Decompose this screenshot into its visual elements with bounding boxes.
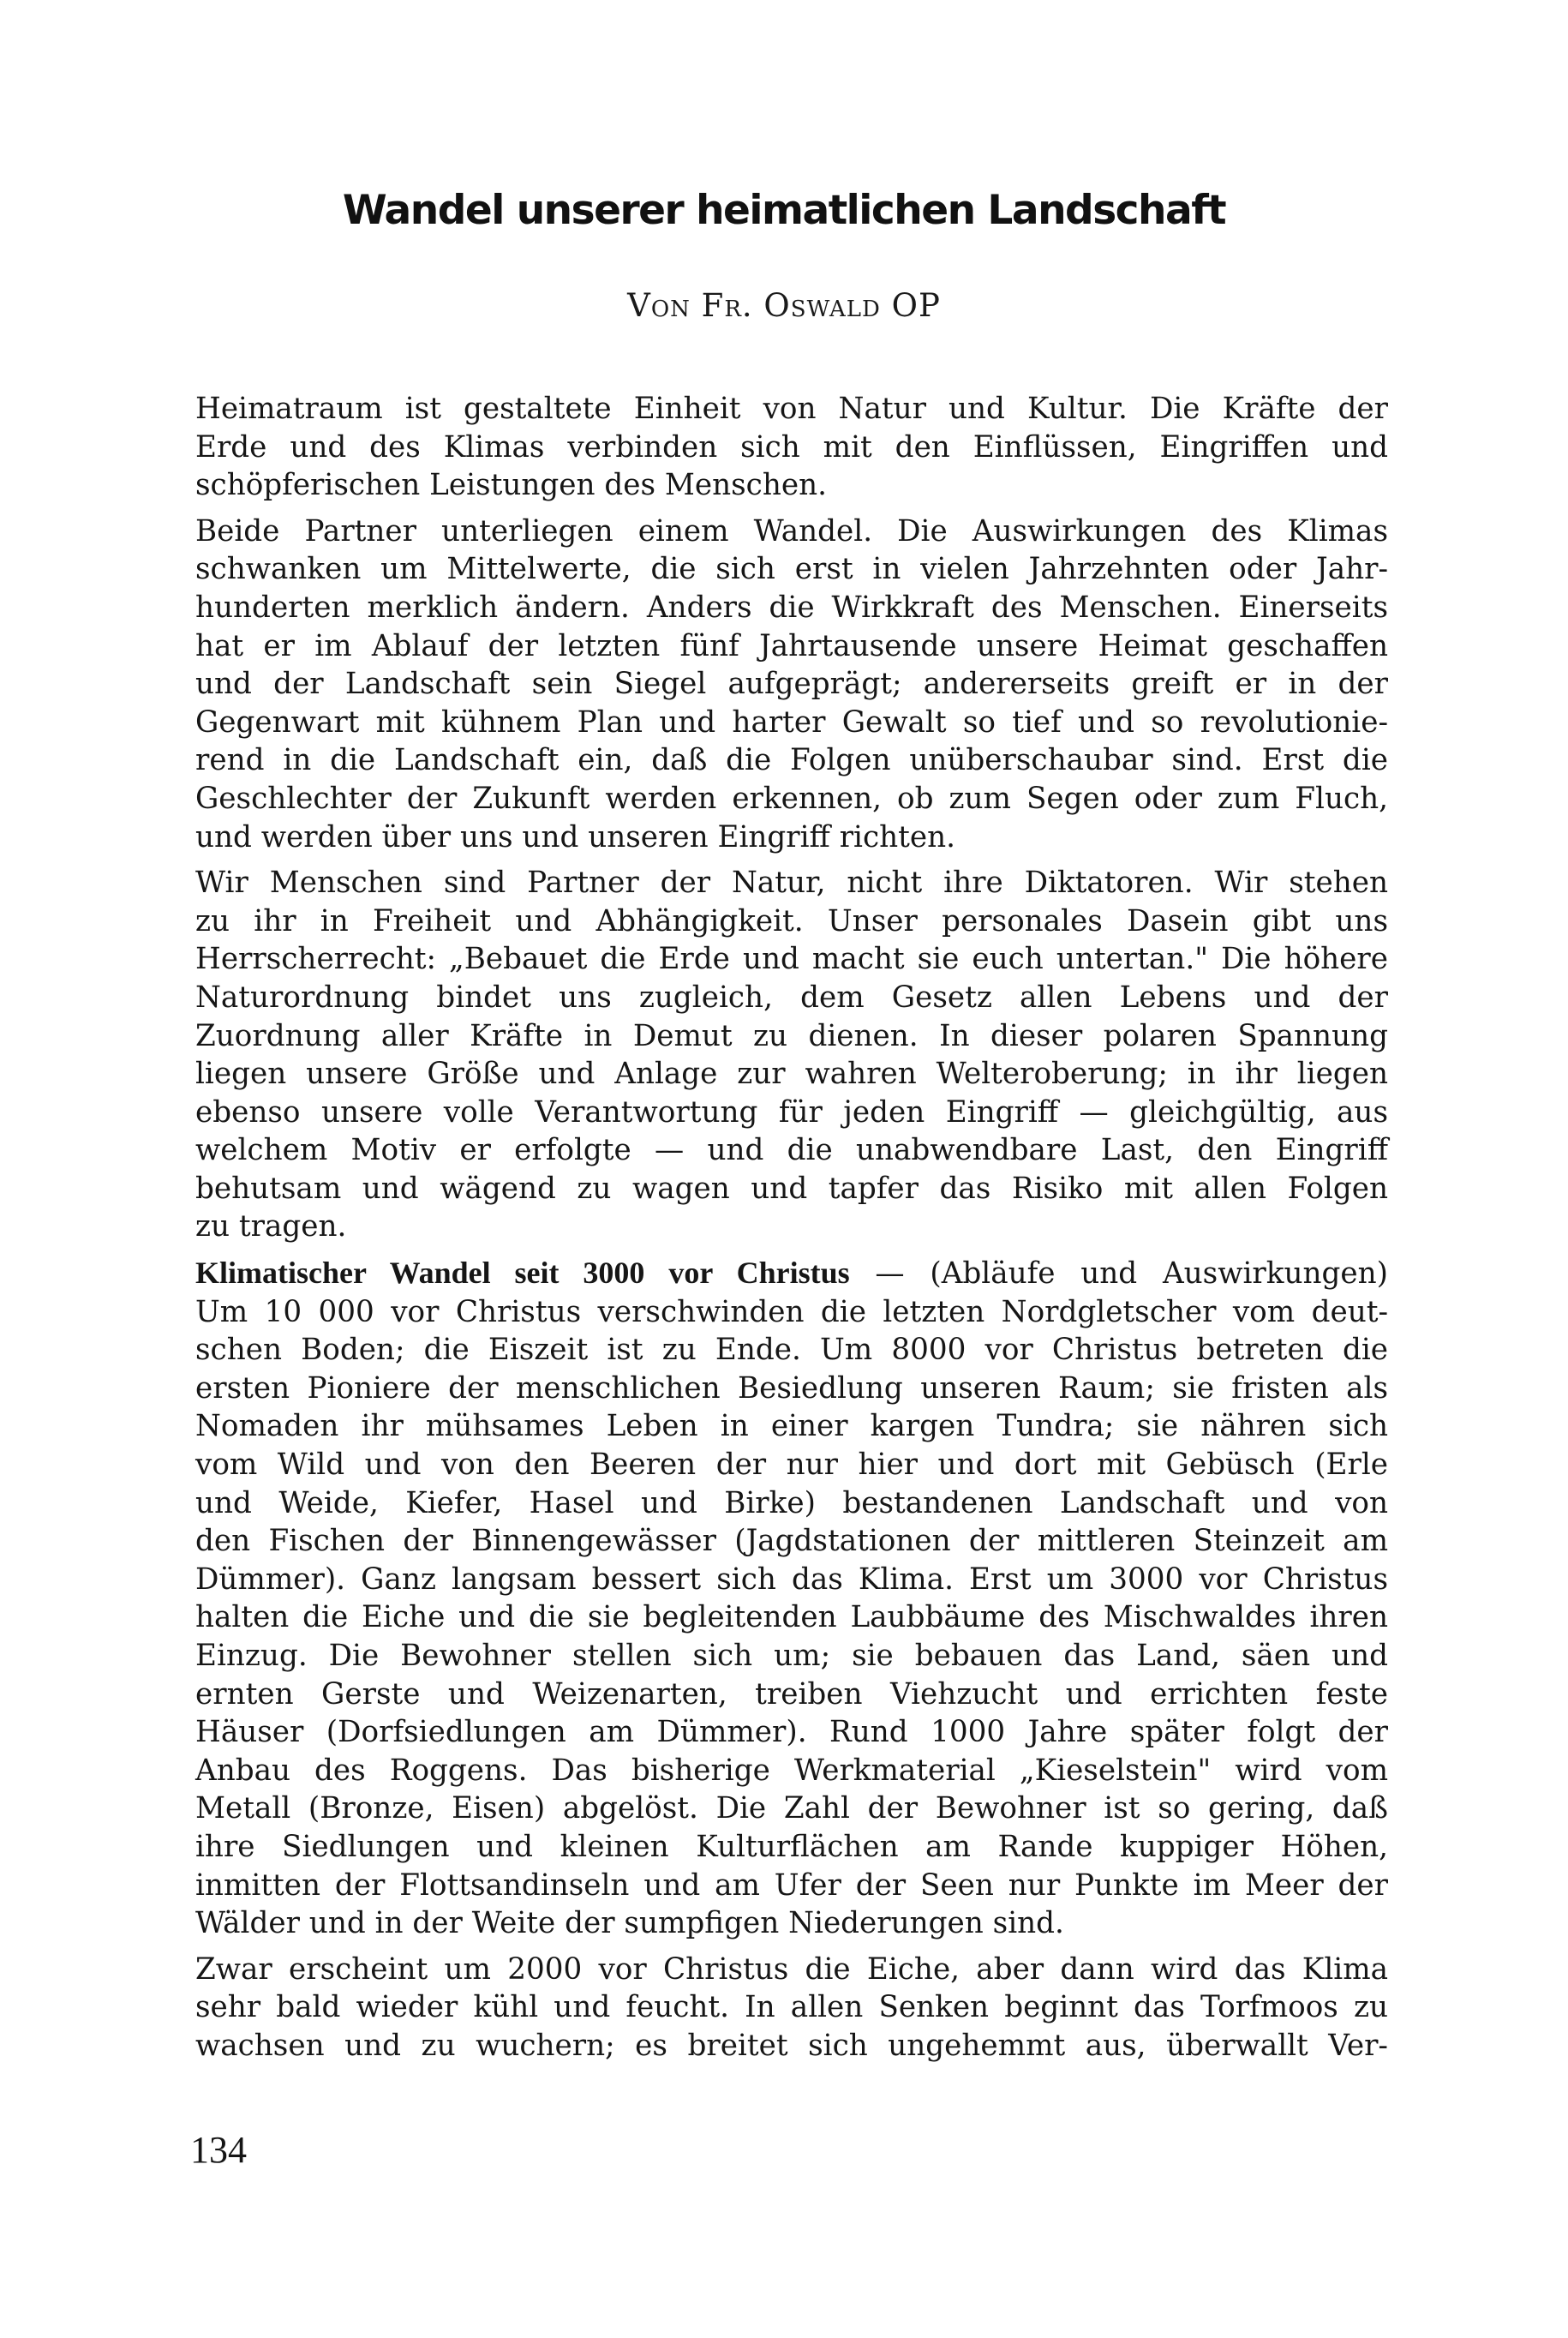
text-line: vom Wild und von den Beeren der nur hier und dort mit Gebüsch (Erle — [195, 1448, 1388, 1483]
text-line: schwanken um Mittelwerte, die sich erst in vielen Jahrzehnten oder Jahr- — [195, 552, 1388, 587]
text-line: hat er im Ablauf der letzten fünf Jahrtausende unsere Heimat geschaffen — [195, 628, 1388, 663]
article-title: Wandel unserer heimatlichen Landschaft — [342, 187, 1226, 234]
text-line: den Fischen der Binnengewässer (Jagdstationen der mittleren Steinzeit am — [195, 1524, 1388, 1559]
text-line: Zuordnung aller Kräfte in Demut zu dienen. In dieser polaren Spannung — [195, 1018, 1388, 1053]
text-line: Nomaden ihr mühsames Leben in einer kargen Tundra; sie nähren sich — [195, 1409, 1388, 1444]
text-line: Heimatraum ist gestaltete Einheit von Natur und Kultur. Die Kräfte der — [195, 392, 1388, 426]
text-line: und Weide, Kiefer, Hasel und Birke) bestandenen Landschaft und von — [195, 1485, 1388, 1520]
text-line: Dümmer). Ganz langsam bessert sich das Klima. Erst um 3000 vor Christus — [195, 1562, 1388, 1597]
text-line: und werden über uns und unseren Eingriff richten. — [195, 819, 956, 854]
text-line: Beide Partner unterliegen einem Wandel. Die Auswirkungen des Klimas — [195, 513, 1388, 549]
text-line: und der Landschaft sein Siegel aufgeprägt; andererseits greift er in der — [195, 667, 1388, 702]
text-line: Metall (Bronze, Eisen) abgelöst. Die Zahl der Bewohner ist so gering, daß — [195, 1791, 1388, 1826]
section-heading-rest: — (Abläufe und Auswirkungen) — [849, 1256, 1388, 1292]
text-line: Zwar erscheint um 2000 vor Christus die Eiche, aber dann wird das Klima — [195, 1951, 1388, 1987]
text-line: Wir Menschen sind Partner der Natur, nicht ihre Diktatoren. Wir stehen — [195, 866, 1388, 901]
text-line: schen Boden; die Eiszeit ist zu Ende. Um 8000 vor Christus betreten die — [195, 1333, 1388, 1368]
text-line: Geschlechter der Zukunft werden erkennen, ob zum Segen oder zum Fluch, — [195, 781, 1388, 816]
paragraph-3 — [195, 864, 1388, 1246]
text-line: Wälder und in der Weite der sumpfigen Niederungen sind. — [195, 1906, 1064, 1941]
text-line: Gegenwart mit kühnem Plan und harter Gewalt so tief und so revolutionie- — [195, 704, 1388, 740]
text-line: Anbau des Roggens. Das bisherige Werkmaterial „Kieselstein" wird vom — [195, 1753, 1388, 1788]
text-line: hunderten merklich ändern. Anders die Wirkkraft des Menschen. Einerseits — [195, 590, 1388, 625]
text-line: rend in die Landschaft ein, daß die Folgen unüberschaubar sind. Erst die — [195, 743, 1388, 778]
paragraph-1 — [195, 390, 1388, 505]
text-line: Einzug. Die Bewohner stellen sich um; sie bebauen das Land, säen und — [195, 1639, 1388, 1673]
article-body — [195, 390, 1388, 2073]
text-line: ebenso unsere volle Verantwortung für jeden Eingriff — gleichgültig, aus — [195, 1094, 1388, 1130]
section-heading: Klimatischer Wandel seit 3000 vor Christus — [195, 1256, 850, 1291]
text-line: welchem Motiv er erfolgte — und die unabwendbare Last, den Eingriff — [195, 1133, 1388, 1168]
text-line: Häuser (Dorfsiedlungen am Dümmer). Rund 1000 Jahre später folgt der — [195, 1715, 1388, 1750]
text-line: liegen unsere Größe und Anlage zur wahren Welteroberung; in ihr liegen — [195, 1057, 1388, 1092]
paragraph-5 — [195, 1951, 1388, 2065]
text-line — [195, 1254, 1388, 1293]
text-line: zu tragen. — [195, 1209, 347, 1244]
text-line: zu ihr in Freiheit und Abhängigkeit. Unser personales Dasein gibt uns — [195, 903, 1388, 938]
paragraph-2 — [195, 513, 1388, 856]
text-line: ersten Pioniere der menschlichen Besiedlung unseren Raum; sie fristen als — [195, 1370, 1388, 1406]
paragraph-4 — [195, 1254, 1388, 1943]
article-author: Von Fr. Oswald OP — [627, 287, 941, 324]
text-line: Um 10 000 vor Christus verschwinden die letzten Nordgletscher vom deut- — [195, 1294, 1388, 1329]
text-line: Erde und des Klimas verbinden sich mit den Einflüssen, Eingriffen und — [195, 429, 1388, 465]
text-line: schöpferischen Leistungen des Menschen. — [195, 468, 827, 503]
text-line: ihre Siedlungen und kleinen Kulturflächen am Rande kuppiger Höhen, — [195, 1829, 1388, 1864]
text-line: sehr bald wieder kühl und feucht. In allen Senken beginnt das Torfmoos zu — [195, 1990, 1388, 2025]
text-line: wachsen und zu wuchern; es breitet sich ungehemmt aus, überwallt Ver- — [195, 2028, 1388, 2063]
text-line: inmitten der Flottsandinseln und am Ufer der Seen nur Punkte im Meer der — [195, 1867, 1388, 1903]
text-line: Herrscherrecht: „Bebauet die Erde und macht sie euch untertan." Die höhere — [195, 942, 1388, 977]
text-line: halten die Eiche und die sie begleitenden Laubbäume des Mischwaldes ihren — [195, 1600, 1388, 1635]
page-number: 134 — [190, 2129, 247, 2171]
text-line: ernten Gerste und Weizenarten, treiben Viehzucht und errichten feste — [195, 1676, 1388, 1712]
text-line: Naturordnung bindet uns zugleich, dem Gesetz allen Lebens und der — [195, 980, 1388, 1015]
text-line: behutsam und wägend zu wagen und tapfer das Risiko mit allen Folgen — [195, 1171, 1388, 1206]
